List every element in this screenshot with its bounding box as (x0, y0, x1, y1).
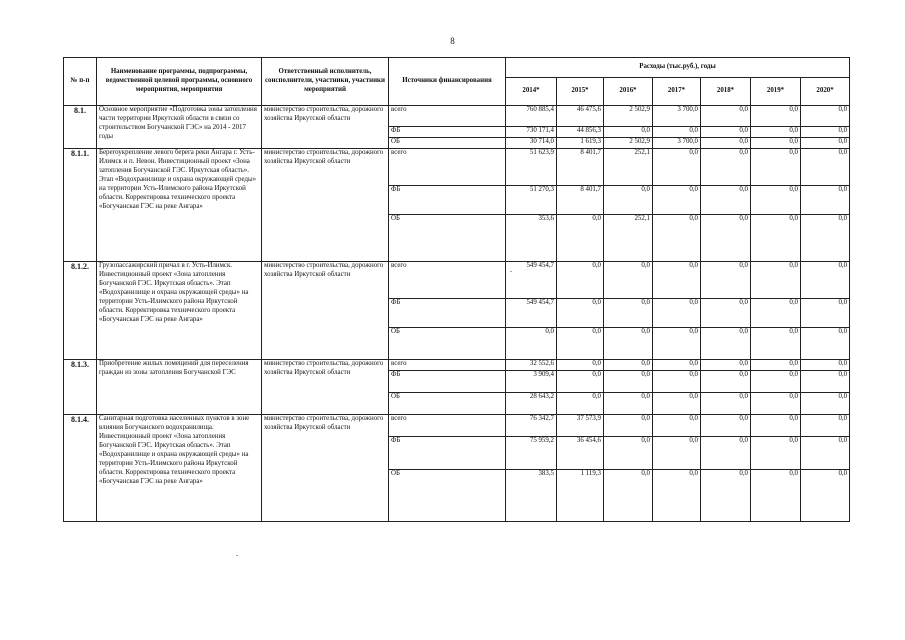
expense-value: 0,0 (653, 186, 701, 215)
expense-value: 0,0 (751, 360, 801, 371)
row-responsible: министерство строительства, дорожного хозяйства Иркутской области (262, 149, 389, 262)
header-year: 2018* (701, 78, 751, 106)
funding-source: всего (389, 415, 506, 437)
expense-value: 0,0 (801, 127, 850, 138)
header-num: № п-п (64, 58, 97, 106)
expense-value: 0,0 (751, 299, 801, 328)
funding-source: ФБ (389, 299, 506, 328)
expense-value: 353,6 (506, 215, 557, 262)
expense-value: 549 454,7 (506, 262, 557, 299)
stray-mark: . (236, 549, 238, 558)
expense-value: 0,0 (604, 360, 653, 371)
expense-value: 0,0 (701, 415, 751, 437)
expense-value: 0,0 (801, 138, 850, 149)
expense-value: 252,1 (604, 149, 653, 186)
expense-value: 0,0 (653, 470, 701, 522)
expense-value: 0,0 (604, 371, 653, 393)
expense-value: 0,0 (801, 437, 850, 470)
funding-source: всего (389, 360, 506, 371)
row-responsible: министерство строительства, дорожного хозяйства Иркутской области (262, 415, 389, 522)
expense-value: 0,0 (751, 328, 801, 360)
expense-value: 36 454,6 (557, 437, 604, 470)
row-name: Санитарная подготовка населенных пунктов в зоне влияния Богучанского водохранилища. Инвестиционный проект «Зона затопления Богучанской ГЭС. Иркутская область». Этап «Водохранилище и охрана окружающей среды» на территории Усть-Илимского района Иркутской области. Корректировка технического проекта «Богучанская ГЭС на реке Ангара» (97, 415, 262, 522)
expense-value: 0,0 (701, 149, 751, 186)
expense-value: 0,0 (801, 186, 850, 215)
expense-value: 0,0 (701, 186, 751, 215)
row-number: 8.1.3. (64, 360, 97, 415)
expense-value: 0,0 (701, 262, 751, 299)
expense-value: 0,0 (801, 215, 850, 262)
expense-value: 0,0 (701, 106, 751, 127)
expense-value: 1 119,3 (557, 470, 604, 522)
expense-value: 0,0 (653, 262, 701, 299)
expense-value: 0,0 (751, 262, 801, 299)
expense-value: 0,0 (653, 393, 701, 415)
expense-value: 252,1 (604, 215, 653, 262)
expense-value: 46 475,6 (557, 106, 604, 127)
expense-value: 28 643,2 (506, 393, 557, 415)
funding-source: всего (389, 106, 506, 127)
expense-value: 76 342,7 (506, 415, 557, 437)
expense-value: 0,0 (801, 415, 850, 437)
expense-value: 0,0 (801, 262, 850, 299)
expense-value: 3 700,0 (653, 106, 701, 127)
expense-value: 0,0 (801, 149, 850, 186)
expense-value: 0,0 (604, 470, 653, 522)
header-name: Наименование программы, подпрограммы, ведомственной целевой программы, основного мероприятия, мероприятия (97, 58, 262, 106)
expense-value: 0,0 (751, 149, 801, 186)
header-year: 2019* (751, 78, 801, 106)
row-responsible: министерство строительства, дорожного хозяйства Иркутской области (262, 106, 389, 149)
expense-value: 0,0 (653, 328, 701, 360)
row-number: 8.1.2. (64, 262, 97, 360)
expense-value: 0,0 (701, 470, 751, 522)
expense-value: 32 552,6 (506, 360, 557, 371)
funding-source: ОБ (389, 215, 506, 262)
row-number: 8.1.4. (64, 415, 97, 522)
expense-value: 0,0 (653, 149, 701, 186)
expense-value: 0,0 (653, 371, 701, 393)
expense-value: 549 454,7 (506, 299, 557, 328)
expense-value: 0,0 (557, 371, 604, 393)
table-row (64, 415, 850, 437)
expense-value: 0,0 (557, 328, 604, 360)
expense-value: 0,0 (604, 262, 653, 299)
expense-value: 0,0 (751, 437, 801, 470)
expense-value: 0,0 (801, 328, 850, 360)
table-header (64, 58, 850, 106)
row-number: 8.1. (64, 106, 97, 149)
expense-value: 3 700,0 (653, 138, 701, 149)
row-name: Берегоукрепление левого берега реки Ангара г. Усть-Илимск и п. Невон. Инвестиционный проект «Зона затопления Богучанской ГЭС. Иркутская область». Этап «Водохранилище и охрана окружающей среды» на территории Усть-Илимского района Иркутской области. Корректировка технического проекта «Богучанская ГЭС на реке Ангара» (97, 149, 262, 262)
expense-value: 0,0 (801, 299, 850, 328)
expense-value: 0,0 (701, 127, 751, 138)
table-row (64, 149, 850, 186)
table-row (64, 106, 850, 127)
budget-table (63, 57, 850, 522)
table-row (64, 360, 850, 371)
funding-source: ОБ (389, 393, 506, 415)
expense-value: 75 959,2 (506, 437, 557, 470)
expense-value: 0,0 (701, 393, 751, 415)
stray-mark: . (510, 265, 512, 274)
expense-value: 0,0 (604, 393, 653, 415)
header-expenses: Расходы (тыс.руб.), годы (506, 58, 850, 78)
expense-value: 0,0 (751, 127, 801, 138)
expense-value: 0,0 (604, 127, 653, 138)
row-name: Основное мероприятие «Подготовка зоны затопления части территории Иркутской области в связи со строительством Богучанской ГЭС» на 2014 - 2017 годы (97, 106, 262, 149)
expense-value: 0,0 (751, 186, 801, 215)
expense-value: 0,0 (701, 328, 751, 360)
table-row (64, 262, 850, 299)
expense-value: 0,0 (801, 470, 850, 522)
header-source: Источники финансирования (389, 58, 506, 106)
header-year: 2015* (557, 78, 604, 106)
header-responsible: Ответственный исполнитель, соисполнители, участники, участники мероприятий (262, 58, 389, 106)
expense-value: 0,0 (653, 127, 701, 138)
expense-value: 0,0 (751, 371, 801, 393)
expense-value: 1 619,3 (557, 138, 604, 149)
expense-value: 0,0 (604, 328, 653, 360)
funding-source: ОБ (389, 470, 506, 522)
expense-value: 51 270,3 (506, 186, 557, 215)
expense-value: 30 714,0 (506, 138, 557, 149)
expense-value: 0,0 (557, 360, 604, 371)
funding-source: ФБ (389, 371, 506, 393)
funding-source: ОБ (389, 328, 506, 360)
funding-source: всего (389, 262, 506, 299)
header-year: 2020* (801, 78, 850, 106)
expense-value: 0,0 (751, 138, 801, 149)
expense-value: 0,0 (701, 371, 751, 393)
expense-value: 0,0 (653, 437, 701, 470)
funding-source: ОБ (389, 138, 506, 149)
expense-value: 0,0 (557, 299, 604, 328)
expense-value: 0,0 (557, 262, 604, 299)
expense-value: 0,0 (751, 470, 801, 522)
expense-value: 44 856,3 (557, 127, 604, 138)
expense-value: 0,0 (701, 299, 751, 328)
expense-value: 0,0 (751, 415, 801, 437)
header-year: 2016* (604, 78, 653, 106)
funding-source: ФБ (389, 437, 506, 470)
expense-value: 51 623,9 (506, 149, 557, 186)
expense-value: 0,0 (506, 328, 557, 360)
expense-value: 383,5 (506, 470, 557, 522)
funding-source: ФБ (389, 186, 506, 215)
page-number: 8 (450, 36, 455, 46)
expense-value: 37 573,9 (557, 415, 604, 437)
expense-value: 2 502,9 (604, 138, 653, 149)
expense-value: 0,0 (801, 371, 850, 393)
header-year: 2014* (506, 78, 557, 106)
expense-value: 0,0 (801, 106, 850, 127)
expense-value: 8 401,7 (557, 149, 604, 186)
expense-value: 0,0 (701, 215, 751, 262)
expense-value: 0,0 (653, 360, 701, 371)
row-responsible: министерство строительства, дорожного хозяйства Иркутской области (262, 262, 389, 360)
row-name: Грузопассажирский причал в г. Усть-Илимск. Инвестиционный проект «Зона затопления Богучанской ГЭС. Иркутская область». Этап «Водохранилище и охрана окружающей среды» на территории Усть-Илимского района Иркутской области. Корректировка технического проекта «Богучанская ГЭС на реке Ангара» (97, 262, 262, 360)
funding-source: всего (389, 149, 506, 186)
row-responsible: министерство строительства, дорожного хозяйства Иркутской области (262, 360, 389, 415)
funding-source: ФБ (389, 127, 506, 138)
row-number: 8.1.1. (64, 149, 97, 262)
expense-value: 0,0 (604, 437, 653, 470)
row-name: Приобретение жилых помещений для переселения граждан из зоны затопления Богучанской ГЭС (97, 360, 262, 415)
expense-value: 0,0 (653, 215, 701, 262)
expense-value: 8 401,7 (557, 186, 604, 215)
expense-value: 0,0 (751, 106, 801, 127)
expense-value: 0,0 (604, 186, 653, 215)
expense-value: 3 909,4 (506, 371, 557, 393)
expense-value: 0,0 (801, 393, 850, 415)
expense-value: 0,0 (751, 215, 801, 262)
table-body (64, 106, 850, 522)
expense-value: 0,0 (653, 299, 701, 328)
expense-value: 0,0 (701, 360, 751, 371)
expense-value: 0,0 (557, 393, 604, 415)
expense-value: 760 885,4 (506, 106, 557, 127)
expense-value: 0,0 (701, 437, 751, 470)
expense-value: 0,0 (604, 415, 653, 437)
expense-value: 0,0 (701, 138, 751, 149)
expense-value: 0,0 (557, 215, 604, 262)
expense-value: 2 502,9 (604, 106, 653, 127)
expense-value: 0,0 (751, 393, 801, 415)
expense-value: 0,0 (604, 299, 653, 328)
expense-value: 0,0 (801, 360, 850, 371)
header-year: 2017* (653, 78, 701, 106)
expense-value: 730 171,4 (506, 127, 557, 138)
expense-value: 0,0 (653, 415, 701, 437)
